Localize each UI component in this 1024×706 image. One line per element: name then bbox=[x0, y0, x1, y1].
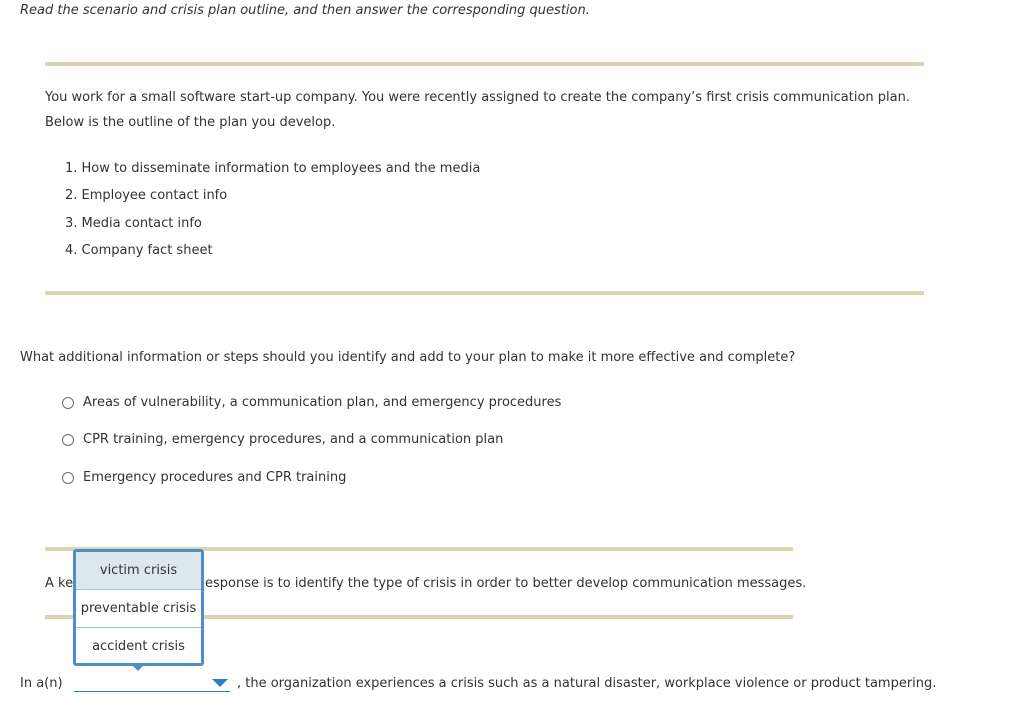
outline-item-3: 3. Media contact info bbox=[65, 216, 202, 231]
outline-item-4: 4. Company fact sheet bbox=[65, 243, 213, 258]
chevron-down-icon[interactable] bbox=[212, 679, 228, 687]
radio-option-1-label[interactable]: Areas of vulnerability, a communication plan, and emergency procedures bbox=[83, 395, 562, 410]
scenario-bottom-rule bbox=[45, 291, 924, 295]
crisis-type-dropdown[interactable] bbox=[74, 674, 230, 692]
instruction-text: Read the scenario and crisis plan outline, and then answer the corresponding question. bbox=[20, 3, 590, 18]
radio-button-3[interactable] bbox=[62, 472, 74, 484]
question-3-prefix: In a(n) bbox=[20, 676, 63, 691]
dropdown-option-victim-crisis[interactable]: victim crisis bbox=[76, 552, 201, 589]
question-3-suffix: , the organization experiences a crisis such as a natural disaster, workplace violence or product tampering. bbox=[237, 676, 937, 691]
dropdown-option-preventable-crisis[interactable]: preventable crisis bbox=[80, 601, 197, 616]
radio-button-2[interactable] bbox=[62, 434, 74, 446]
radio-option-2-label[interactable]: CPR training, emergency procedures, and a communication plan bbox=[83, 432, 504, 447]
question-1-prompt: What additional information or steps should you identify and add to your plan to make it more effective and complete? bbox=[20, 350, 796, 365]
question-2-text-start: A ke bbox=[45, 576, 74, 591]
question-2-text-end: esponse is to identify the type of crisis in order to better develop communication messages. bbox=[205, 576, 807, 591]
radio-option-1[interactable] bbox=[62, 395, 561, 410]
outline-item-2: 2. Employee contact info bbox=[65, 188, 228, 203]
dropdown-option-accident-crisis[interactable]: accident crisis bbox=[92, 639, 185, 654]
dropdown-popup bbox=[73, 549, 204, 666]
radio-button-1[interactable] bbox=[62, 397, 74, 409]
outline-item-1: 1. How to disseminate information to employees and the media bbox=[65, 161, 481, 176]
radio-option-2[interactable] bbox=[62, 432, 503, 447]
scenario-top-rule bbox=[45, 62, 924, 66]
radio-option-3[interactable] bbox=[62, 470, 346, 485]
scenario-line-1: You work for a small software start-up company. You were recently assigned to create the company’s first crisis communication plan. bbox=[45, 90, 911, 105]
radio-option-3-label[interactable]: Emergency procedures and CPR training bbox=[83, 470, 347, 485]
popup-pointer-icon bbox=[130, 663, 146, 671]
scenario-line-2: Below is the outline of the plan you develop. bbox=[45, 115, 336, 130]
